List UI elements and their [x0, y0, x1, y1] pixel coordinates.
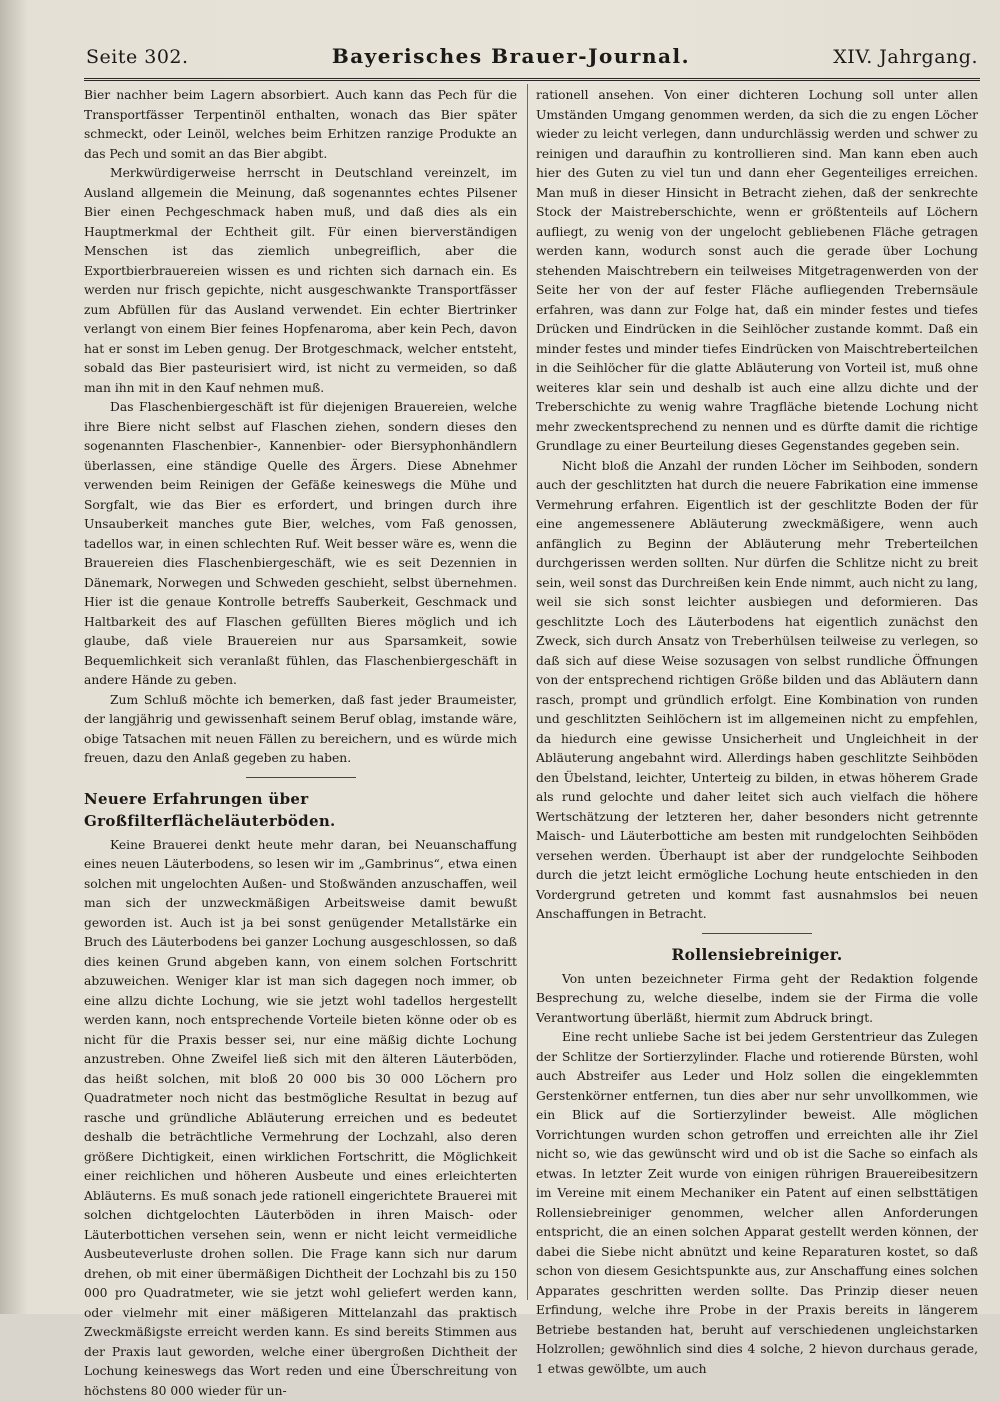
paragraph: Das Flaschenbiergeschäft ist für diejenigen Brauereien, welche ihre Biere nicht selbst auf Flaschen ziehen, sondern dieses den sogenannten Flaschenbier-, Kannenbier- oder Biersyphonhändlern überlassen, eine ständige Quelle des Ärgers. Diese Abnehmer verwenden beim Reinigen der Gefäße keineswegs die Mühe und Sorgfalt, wie das Bier es erfordert, und bringen durch ihre Unsauberkeit manches gute Bier, welches, vom Faß genossen, tadellos war, in einen schlechten Ruf. Weit besser wäre es, wenn die Brauereien dies Flaschenbiergeschäft, wie es seit Dezennien in Dänemark, Norwegen und Schweden geschieht, selbst übernehmen. Hier ist die genaue Kontrolle betreffs Sauberkeit, Geschmack und Haltbarkeit des auf Flaschen gefüllten Bieres möglich und ich glaube, daß viele Brauereien nur aus Sparsamkeit, sowie Bequemlichkeit sich veranlaßt fühlen, das Flaschenbiergeschäft in andere Hände zu geben. [84, 398, 517, 691]
section-separator [246, 777, 356, 778]
journal-title: Bayerisches Brauer-Journal. [332, 44, 690, 68]
article-heading: Neuere Erfahrungen über Großfilterflächeläuterböden. [84, 788, 517, 832]
paragraph: Eine recht unliebe Sache ist bei jedem Gerstentrieur das Zulegen der Schlitze der Sortierzylinder. Flache und rotierende Bürsten, wohl auch Abstreifer aus Leder und Holz sollen die eingeklemmten Gerstenkörner entfernen, tun dies aber nur sehr unvollkommen, wie ein Blick auf die Sortierzylinder beweist. Alle möglichen Vorrichtungen wurden schon getroffen und erreichten alle ihr Ziel nicht so, wie das gewünscht wird und ob ist die Sache so einfach als etwas. In letzter Zeit wurde von einigen rührigen Brauereibesitzern im Vereine mit einem Mechaniker ein Patent auf einen selbsttätigen Rollensiebreiniger genommen, welcher allen Anforderungen entspricht, die an einen solchen Apparat gestellt werden können, der dabei die Siebe nicht abnützt und keine Reparaturen kostet, so daß schon von diesem Gesichtspunkte aus, zur Anschaffung eines solchen Apparates geschritten werden sollte. Das Prinzip dieser neuen Erfindung, welche ihre Probe in der Praxis bereits in längerem Betriebe bestanden hat, beruht auf verschiedenen ungleichstarken Holzrollen; gewöhnlich sind dies 4 solche, 2 hievon durchaus gerade, 1 etwas gewölbte, um auch [536, 1028, 978, 1379]
column-divider [527, 84, 528, 1300]
volume-label: XIV. Jahrgang. [833, 46, 978, 68]
paragraph: Zum Schluß möchte ich bemerken, daß fast jeder Braumeister, der langjährig und gewissenhaft seinem Beruf oblag, imstande wäre, obige Tatsachen mit neuen Fällen zu bereichern, und es würde mich freuen, dazu den Anlaß gegeben zu haben. [84, 691, 517, 769]
paragraph: Merkwürdigerweise herrscht in Deutschland vereinzelt, im Ausland allgemein die Meinung, daß sogenanntes echtes Pilsener Bier einen Pechgeschmack haben muß, und daß dies als ein Hauptmerkmal der Echtheit gilt. Für einen bierverständigen Menschen ist das ziemlich unbegreiflich, aber die Exportbierbrauereien wissen es und richten sich darnach ein. Es werden nur frisch gepichte, nicht ausgeschwankte Transportfässer zum Abfüllen für das Ausland verwendet. Ein echter Biertrinker verlangt von einem Bier feines Hopfenaroma, aber kein Pech, davon hat er sonst im Leben genug. Der Brotgeschmack, welcher entsteht, sobald das Bier pasteurisiert wird, ist nicht zu vermeiden, so daß man ihn mit in den Kauf nehmen muß. [84, 164, 517, 398]
left-column [84, 86, 517, 1401]
paragraph: Von unten bezeichneter Firma geht der Redaktion folgende Besprechung zu, welche dieselbe, indem sie der Firma die volle Verantwortung überläßt, hiermit zum Abdruck bringt. [536, 970, 978, 1029]
paragraph: Bier nachher beim Lagern absorbiert. Auch kann das Pech für die Transportfässer Terpentinöl enthalten, wonach das Bier später schmeckt, oder Leinöl, welches beim Erhitzen ranzige Produkte an das Pech und somit an das Bier abgibt. [84, 86, 517, 164]
paragraph: rationell ansehen. Von einer dichteren Lochung soll unter allen Umständen Umgang genommen werden, da sich die zu engen Löcher wieder zu leicht verlegen, dann undurchlässig werden und schwer zu reinigen und daraufhin zu kontrollieren sind. Man kann eben auch hier des Guten zu viel tun und dann eher Gegenteiliges erreichen. Man muß in dieser Hinsicht in Betracht ziehen, daß der senkrechte Stock der Maistreberschichte, wenn er größtenteils auf Löchern aufliegt, zu wenig von der ungelocht gebliebenen Fläche getragen werden kann, wodurch sonst auch die gerade über Lochung stehenden Maischtrebern ein teilweises Mitgetragenwerden von der Seite her von der auf fester Fläche aufliegenden Trebernsäule erfahren, was dann zur Folge hat, daß ein minder festes und tiefes Drücken und Eindrücken in die Seihlöcher zustande kommt. Daß ein minder festes und minder tiefes Eindrücken von Maischtreberteilchen in die Seihlöcher für die glatte Abläuterung von Vorteil ist, muß ohne weiteres klar sein und deshalb ist auch eine allzu dichte und der Treberschichte zu wenig wahre Tragfläche bietende Lochung nicht mehr zweckentsprechend zu nennen und es dürfte damit die richtige Grundlage zu einer Beurteilung dieses Gegenstandes gegeben sein. [536, 86, 978, 457]
page-number: Seite 302. [86, 46, 189, 68]
paragraph: Keine Brauerei denkt heute mehr daran, bei Neuanschaffung eines neuen Läuterbodens, so lesen wir im „Gambrinus“, etwa einen solchen mit ungelochten Außen- und Stoßwänden anzuschaffen, weil man sich der unzweckmäßigen Arbeitsweise damit bewußt geworden ist. Auch ist ja bei sonst genügender Metallstärke ein Bruch des Läuterbodens bei ganzer Lochung ausgeschlossen, so daß dies keinen Grund abgeben kann, von einem solchen Fortschritt abzuweichen. Weniger klar ist man sich dagegen noch immer, ob eine allzu dichte Lochung, wie sie jetzt wohl tadellos hergestellt werden kann, noch entsprechende Vorteile bieten könne oder ob es nicht für die Praxis besser sei, nur eine mäßig dichte Lochung anzustreben. Ohne Zweifel ließ sich mit den älteren Läuterböden, das heißt solchen, mit bloß 20 000 bis 30 000 Löchern pro Quadratmeter noch nicht das bestmögliche Resultat in bezug auf rasche und gründliche Abläuterung erreichen und es bedeutet deshalb die beträchtliche Vermehrung der Lochzahl, also deren größere Dichtigkeit, einen wirklichen Fortschritt, die Möglichkeit einer reichlichen und höheren Ausbeute und eines erleichterten Abläuterns. Es muß sonach jede rationell eingerichtete Brauerei mit solchen dichtgelochten Läuterböden in ihren Maisch- oder Läuterbottichen versehen sein, wenn er nicht leicht vermeidliche Ausbeuteverluste drohen sollen. Die Frage kann sich nur darum drehen, ob mit einer übermäßigen Dichtheit der Lochzahl bis zu 150 000 pro Quadratmeter, wie sie jetzt wohl geliefert werden kann, oder vielmehr mit einer mäßigeren Mittelanzahl das praktisch Zweckmäßigste erreicht werden kann. Es sind bereits Stimmen aus der Praxis laut geworden, welche einer übergroßen Dichtheit der Lochung keineswegs das Wort reden und eine Überschreitung von höchstens 80 000 wieder für un- [84, 836, 517, 1401]
paragraph: Nicht bloß die Anzahl der runden Löcher im Seihboden, sondern auch der geschlitzten hat durch die neuere Fabrikation eine immense Vermehrung erfahren. Eigentlich ist der geschlitzte Boden der für eine angemessenere Abläuterung zweckmäßigere, wenn auch anfänglich zu Beginn der Abläuterung mehr Treberteilchen durchgerissen werden sollten. Nur dürfen die Schlitze nicht zu breit sein, weil sonst das Durchreißen kein Ende nimmt, auch nicht zu lang, weil sie sich sonst leichter ausbiegen und deformieren. Das geschlitzte Loch des Läuterbodens hat eigentlich zunächst den Zweck, sich durch Ansatz von Treberhülsen teilweise zu verlegen, so daß sich auf diese Weise sozusagen von selbst rundliche Öffnungen von der entsprechend richtigen Größe bilden und das Abläutern dann rasch, prompt und gründlich erfolgt. Eine Kombination von runden und geschlitzten Seihlöchern ist im allgemeinen nicht zu empfehlen, da hiedurch eine gewisse Unsicherheit und Ungleichheit in der Abläuterung angebahnt wird. Allerdings haben geschlitzte Seihböden den Übelstand, leichter, Unterteig zu bilden, in etwas höherem Grade als rund gelochte und daher leitet sich auch vielfach die höhere Wertschätzung der letzteren her, daher besonders nicht getrennte Maisch- und Läuterbottiche am besten mit rundgelochten Seihböden versehen werden. Überhaupt ist aber der rundgelochte Seihboden durch die jetzt leicht ermögliche Lochung heute entschieden in den Vordergrund getreten und kommt fast ausnahmslos bei neuen Anschaffungen in Betracht. [536, 457, 978, 925]
right-column [536, 86, 978, 1379]
page-header [86, 44, 978, 76]
section-separator [702, 933, 812, 934]
article-heading: Rollensiebreiniger. [536, 944, 978, 966]
header-rule [84, 78, 980, 81]
